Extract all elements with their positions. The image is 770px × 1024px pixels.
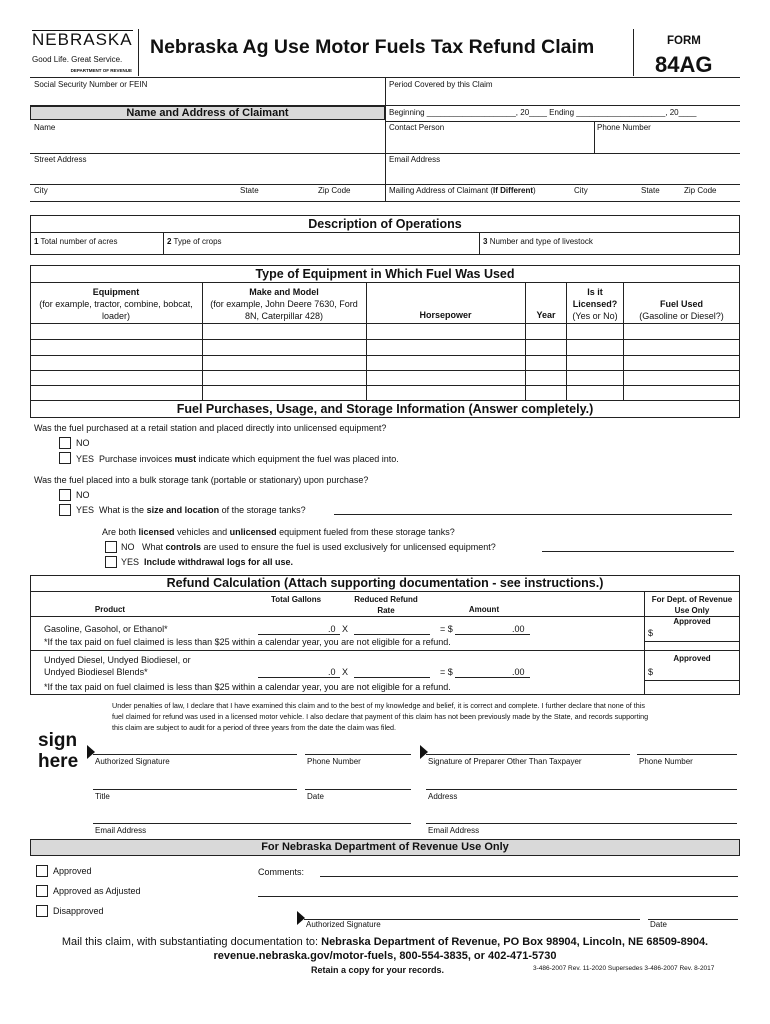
row2-total-field[interactable] xyxy=(258,677,340,678)
sign-arrow-icon xyxy=(87,745,95,759)
state-label: State xyxy=(240,186,259,195)
phone1-label: Phone Number xyxy=(307,757,361,766)
q2-yes-label: YES What is the size and location of the storage tanks? xyxy=(76,505,306,515)
date-field[interactable] xyxy=(305,789,411,790)
preparer-sig-label: Signature of Preparer Other Than Taxpayer xyxy=(428,757,582,766)
contact-label: Contact Person xyxy=(389,123,445,132)
equipment-row[interactable] xyxy=(31,340,739,354)
dept-use-header: For Nebraska Department of Revenue Use Only xyxy=(30,839,740,856)
dept-sig-label: Authorized Signature xyxy=(306,920,381,929)
city-label: City xyxy=(34,186,48,195)
disapproved-label: Disapproved xyxy=(53,906,104,916)
equipment-row[interactable] xyxy=(31,386,739,400)
row1-rate-field[interactable] xyxy=(354,634,430,635)
q1-yes-checkbox[interactable] xyxy=(59,452,71,464)
approved-adjusted-label: Approved as Adjusted xyxy=(53,886,141,896)
equipment-row[interactable] xyxy=(31,356,739,370)
row2-eq: = $ xyxy=(440,667,453,677)
q2-text: Was the fuel placed into a bulk storage tank (portable or stationary) upon purchase? xyxy=(34,475,369,485)
approved-adjusted-checkbox[interactable] xyxy=(36,885,48,897)
state2-label: State xyxy=(641,186,660,195)
comments-field-2[interactable] xyxy=(258,896,738,897)
title-label: Title xyxy=(95,792,110,801)
period-label: Period Covered by this Claim xyxy=(389,80,493,89)
q1-no-checkbox[interactable] xyxy=(59,437,71,449)
equipment-row[interactable] xyxy=(31,324,739,338)
storage-tank-field[interactable] xyxy=(334,514,732,515)
name-address-header: Name and Address of Claimant xyxy=(30,106,385,120)
q1-text: Was the fuel purchased at a retail station and placed directly into unlicensed equipment? xyxy=(34,423,387,433)
form-label: FORM xyxy=(667,35,701,47)
city2-label: City xyxy=(574,186,588,195)
retain-copy: Retain a copy for your records. xyxy=(311,965,445,975)
crops-label[interactable]: 2 Type of crops xyxy=(167,237,222,246)
ssn-field[interactable] xyxy=(30,90,384,104)
row2-amount: .00 xyxy=(512,667,525,677)
email1-field[interactable] xyxy=(93,823,411,824)
col-product: Product xyxy=(94,605,126,614)
dept-date-label: Date xyxy=(650,920,667,929)
row1-product: Gasoline, Gasohol, or Ethanol* xyxy=(44,624,168,634)
form-title: Nebraska Ag Use Motor Fuels Tax Refund Claim xyxy=(150,36,595,58)
sign-here-label: sign here xyxy=(38,730,79,772)
q2-no-label: NO xyxy=(76,490,90,500)
row2-dollar: $ xyxy=(648,667,654,677)
row1-dept-field[interactable] xyxy=(656,627,738,641)
name-field[interactable] xyxy=(30,134,384,152)
refund-header: Refund Calculation (Attach supporting documentation - see instructions.) xyxy=(30,575,740,592)
email-label: Email Address xyxy=(389,155,441,164)
declaration-text: Under penalties of law, I declare that I have examined this claim and to the best of my knowledge and belief, it is correct and complete. I further declare that none of this fuel claimed for refund was used in a licensed motor vehicle. I also declare that payment of this claim has not been previously made by the State, and records supporting this claim are subject to audit for a period of three years from the date the claim was filed. xyxy=(112,701,649,732)
auth-sig-label: Authorized Signature xyxy=(95,757,170,766)
phone1-field[interactable] xyxy=(305,754,411,755)
row1-x: X xyxy=(342,624,349,634)
col-total-gallons: Total Gallons xyxy=(270,595,322,604)
comments-label: Comments: xyxy=(258,867,305,877)
q3-yes-label: YES Include withdrawal logs for all use. xyxy=(121,557,294,567)
col-amount: Amount xyxy=(468,605,500,614)
q2-yes-checkbox[interactable] xyxy=(59,504,71,516)
q1-yes-label: YES Purchase invoices must indicate which equipment the fuel was placed into. xyxy=(76,454,399,464)
street-label: Street Address xyxy=(34,155,87,164)
row1-dollar: $ xyxy=(648,628,654,638)
phone2-label: Phone Number xyxy=(639,757,693,766)
equipment-row[interactable] xyxy=(31,371,739,385)
form-number: 84AG xyxy=(655,52,713,77)
email2-field[interactable] xyxy=(426,823,737,824)
q3-no-checkbox[interactable] xyxy=(105,541,117,553)
email2-label: Email Address xyxy=(428,826,480,835)
zip2-label: Zip Code xyxy=(684,186,717,195)
disapproved-checkbox[interactable] xyxy=(36,905,48,917)
q3-text: Are both licensed vehicles and unlicensed equipment fueled from these storage tanks? xyxy=(102,527,455,537)
name-label: Name xyxy=(34,123,56,132)
mailing-label: Mailing Address of Claimant (If Different) xyxy=(389,186,536,195)
row2-note: *If the tax paid on fuel claimed is less than $25 within a calendar year, you are not eligible for a refund. xyxy=(44,682,451,692)
logo-dept: DEPARTMENT OF REVENUE xyxy=(70,68,132,73)
row2-approved: Approved xyxy=(673,654,711,663)
col-equipment-header: Equipment (for example, tractor, combine, bobcat, loader) xyxy=(39,287,193,321)
acres-label[interactable]: 1 Total number of acres xyxy=(34,237,118,246)
livestock-label[interactable]: 3 Number and type of livestock xyxy=(483,237,593,246)
logo-tag: Good Life. Great Service. xyxy=(32,55,123,64)
preparer-signature-field[interactable] xyxy=(426,754,630,755)
revision-note: 3-486-2007 Rev. 11-2020 Supersedes 3-486-2007 Rev. 8-2017 xyxy=(533,965,715,972)
row1-approved: Approved xyxy=(673,617,711,626)
email1-label: Email Address xyxy=(95,826,147,835)
approved-checkbox[interactable] xyxy=(36,865,48,877)
ssn-label: Social Security Number or FEIN xyxy=(34,80,148,89)
comments-field-1[interactable] xyxy=(320,876,738,877)
row1-eq: = $ xyxy=(440,624,453,634)
row2-rate-field[interactable] xyxy=(354,677,430,678)
col-reduced-rate: Reduced Refund Rate xyxy=(354,595,418,615)
operations-header: Description of Operations xyxy=(30,215,740,233)
row2-dept-field[interactable] xyxy=(656,665,738,679)
col-fuel-header: Fuel Used (Gasoline or Diesel?) xyxy=(639,299,724,321)
col-dept-use: For Dept. of Revenue Use Only xyxy=(651,595,733,615)
contact-line: revenue.nebraska.gov/motor-fuels, 800-554-3835, or 402-471-5730 xyxy=(213,950,557,962)
q3-no-label: NO What controls are used to ensure the fuel is used exclusively for unlicensed equipment? xyxy=(121,542,496,552)
fuel-header: Fuel Purchases, Usage, and Storage Information (Answer completely.) xyxy=(30,400,740,418)
period-line[interactable]: Beginning ____________________, 20____ Ending ____________________, 20____ xyxy=(389,108,697,117)
phone-label: Phone Number xyxy=(597,123,651,132)
col-year-header: Year xyxy=(536,310,556,320)
row2-product-a: Undyed Diesel, Undyed Biodiesel, or xyxy=(44,655,191,665)
authorized-signature-field[interactable] xyxy=(93,754,297,755)
q1-no-label: NO xyxy=(76,438,90,448)
dept-arrow-icon xyxy=(297,911,305,925)
equipment-header: Type of Equipment in Which Fuel Was Used xyxy=(30,265,740,283)
address-field[interactable] xyxy=(426,789,737,790)
mail-instructions: Mail this claim, with substantiating documentation to: Nebraska Department of Revenue, PO Box 98904, Lincoln, NE 68509-8904. xyxy=(61,936,709,948)
date-label: Date xyxy=(307,792,324,801)
row1-amount-field[interactable] xyxy=(455,634,530,635)
col-horsepower-header: Horsepower xyxy=(419,310,472,320)
row1-total: .0 xyxy=(328,624,336,634)
row1-total-field[interactable] xyxy=(258,634,340,635)
q3-yes-checkbox[interactable] xyxy=(105,556,117,568)
col-make-header: Make and Model (for example, John Deere 7630, Ford 8N, Caterpillar 428) xyxy=(210,287,358,321)
row1-note: *If the tax paid on fuel claimed is less than $25 within a calendar year, you are not eligible for a refund. xyxy=(44,637,451,647)
street-field[interactable] xyxy=(30,166,384,183)
address-label: Address xyxy=(428,792,458,801)
row2-total: .0 xyxy=(328,667,336,677)
q2-no-checkbox[interactable] xyxy=(59,489,71,501)
zip-label: Zip Code xyxy=(318,186,351,195)
phone2-field[interactable] xyxy=(637,754,737,755)
approved-label: Approved xyxy=(53,866,92,876)
row2-x: X xyxy=(342,667,349,677)
controls-field[interactable] xyxy=(542,551,734,552)
row2-amount-field[interactable] xyxy=(455,677,530,678)
preparer-arrow-icon xyxy=(420,745,428,759)
title-field[interactable] xyxy=(93,789,297,790)
row2-product-b: Undyed Biodiesel Blends* xyxy=(44,667,148,677)
nebraska-logo xyxy=(32,30,132,78)
logo-word: NEBRASKA xyxy=(32,30,133,49)
row1-amount: .00 xyxy=(512,624,525,634)
col-licensed-header: Is it Licensed? (Yes or No) xyxy=(572,287,618,321)
